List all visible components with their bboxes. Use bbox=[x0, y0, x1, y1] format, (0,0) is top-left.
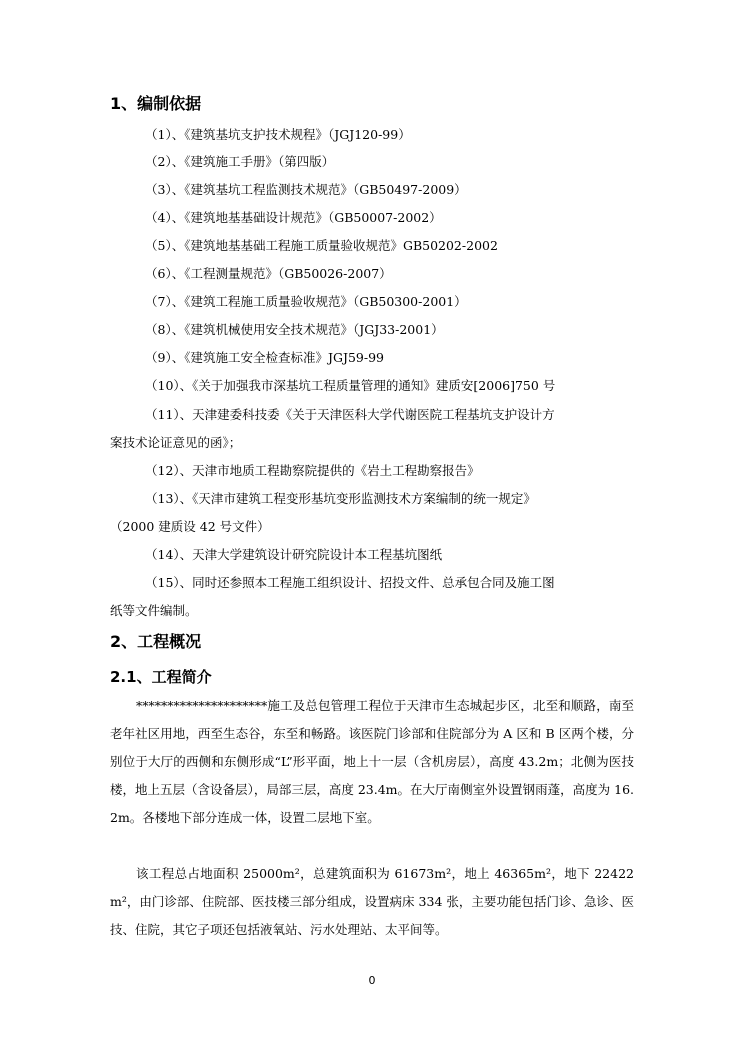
page-number: 0 bbox=[368, 974, 376, 987]
reference-item-15: （15）、同时还参照本工程施工组织设计、招投文件、总承包合同及施工图 bbox=[145, 575, 555, 590]
reference-item-14: （14）、天津大学建筑设计研究院设计本工程基坑图纸 bbox=[145, 547, 443, 562]
reference-item-6: （6）、《工程测量规范》（GB50026-2007） bbox=[145, 266, 392, 281]
reference-item-11-continued: 案技术论证意见的函》； bbox=[110, 435, 242, 450]
subsection-2-1-heading: 2.1、工程简介 bbox=[110, 668, 212, 686]
reference-item-11: （11）、天津建委科技委《关于天津医科大学代谢医院工程基坑支护设计方 bbox=[145, 407, 555, 422]
project-area-paragraph: 该工程总占地面积 25000m²，总建筑面积为 61673m²，地上 46365m²，地下 22422m²，由门诊部、住院部、医技楼三部分组成，设置病床 334 张，主要功能包括门诊、急诊、医技、住院，其它子项还包括液氧站、污水处理站、太平间等。 bbox=[110, 866, 634, 937]
reference-item-8: （8）、《建筑机械使用安全技术规范》（JGJ33-2001） bbox=[145, 322, 444, 337]
reference-item-13: （13）、《天津市建筑工程变形基坑变形监测技术方案编制的统一规定》 bbox=[145, 491, 536, 506]
reference-item-3: （3）、《建筑基坑工程监测技术规范》（GB50497-2009） bbox=[145, 182, 467, 197]
section-1-heading: 1、编制依据 bbox=[110, 94, 202, 113]
reference-item-7: （7）、《建筑工程施工质量验收规范》（GB50300-2001） bbox=[145, 294, 467, 309]
project-overview-paragraph: *********************施工及总包管理工程位于天津市生态城起步区，北至和顺路，南至老年社区用地，西至生态谷，东至和畅路。该医院门诊部和住院部分为 A 区和 B 区两个楼，分别位于大厅的西侧和东侧形成“L”形平面，地上十一层（含机房层），高度 43.2m；北侧为医技楼，地上五层（含设备层），局部三层，高度 23.4m。在大厅南侧室外设置钢雨蓬，高度为 16.2m。各楼地下部分连成一体，设置二层地下室。 bbox=[110, 698, 634, 825]
reference-item-13-continued: （2000 建质设 42 号文件） bbox=[110, 519, 270, 534]
reference-item-9: （9）、《建筑施工安全检查标准》JGJ59-99 bbox=[145, 350, 384, 365]
reference-item-12: （12）、天津市地质工程勘察院提供的《岩土工程勘察报告》 bbox=[145, 463, 480, 478]
reference-item-15-continued: 纸等文件编制。 bbox=[110, 603, 198, 618]
section-2-heading: 2、工程概况 bbox=[110, 632, 202, 651]
reference-item-5: （5）、《建筑地基基础工程施工质量验收规范》GB50202-2002 bbox=[145, 238, 498, 253]
reference-item-4: （4）、《建筑地基基础设计规范》（GB50007-2002） bbox=[145, 210, 442, 225]
reference-item-1: （1）、《建筑基坑支护技术规程》（JGJ120-99） bbox=[145, 127, 411, 142]
reference-item-2: （2）、《建筑施工手册》（第四版） bbox=[145, 154, 335, 169]
reference-item-10: （10）、《关于加强我市深基坑工程质量管理的通知》建质安[2006]750 号 bbox=[145, 378, 556, 393]
